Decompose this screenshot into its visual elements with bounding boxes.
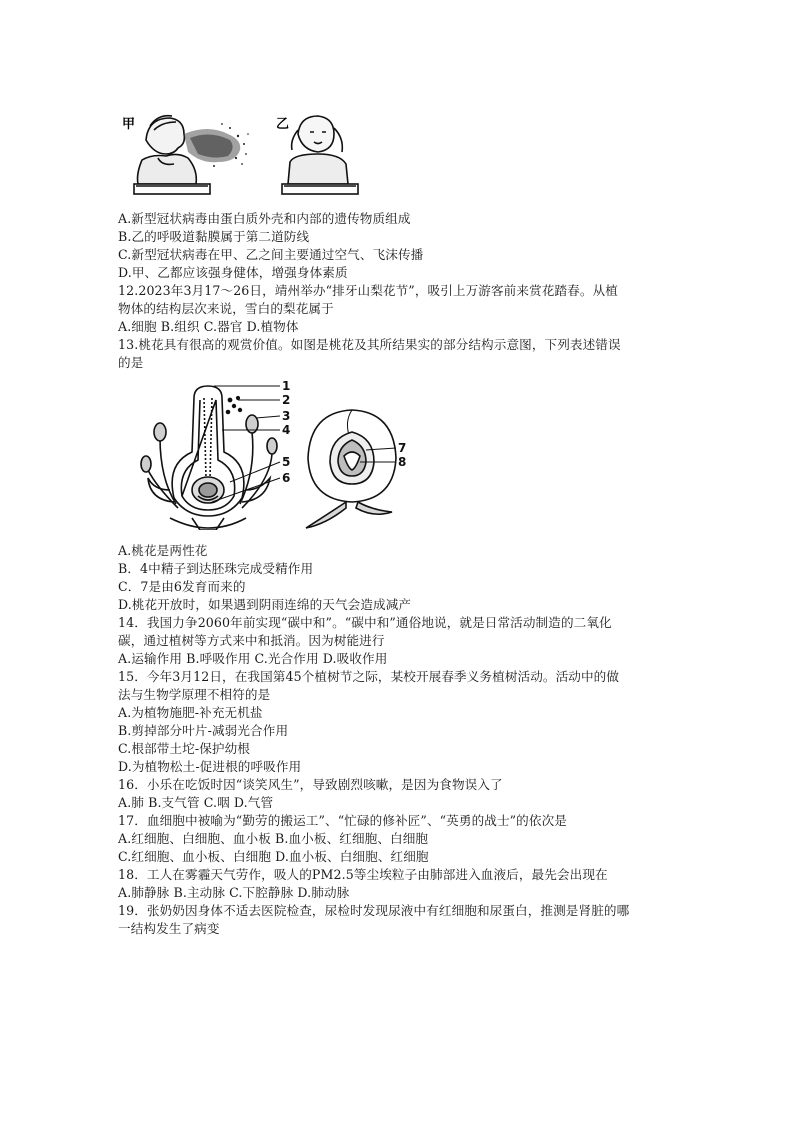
- fruit-number-labels: [398, 441, 406, 469]
- label-6: 6: [282, 471, 291, 485]
- question-14-line1: 14．我国力争2060年前实现“碳中和”。“碳中和”通俗地说，就是日常活动制造的二氧化: [118, 615, 612, 630]
- option-15d: D.为植物松土-促进根的呼吸作用: [118, 759, 302, 774]
- peach-flower-diagram: [130, 378, 420, 530]
- question-17: 17．血细胞中被喻为“勤劳的搬运工”、“忙碌的修补匠”、“英勇的战士”的依次是: [118, 813, 567, 828]
- question-14-line2: 碳，通过植树等方式来中和抵消。因为树能进行: [118, 633, 385, 648]
- label-8: 8: [398, 455, 407, 469]
- question-19-line1: 19．张奶奶因身体不适去医院检查，尿检时发现尿液中有红细胞和尿蛋白，推测是肾脏的哪: [118, 903, 630, 918]
- question-16-options: A.肺 B.支气管 C.咽 D.气管: [118, 795, 274, 810]
- option-13a: A.桃花是两性花: [118, 543, 208, 558]
- peach-fruit-structure: [306, 410, 396, 528]
- label-5: 5: [282, 455, 291, 469]
- question-19-line2: 一结构发生了病变: [118, 921, 220, 936]
- label-2: 2: [282, 393, 291, 407]
- label-7: 7: [398, 441, 407, 455]
- question-17-options-cd: C.红细胞、血小板、白细胞 D.血小板、白细胞、红细胞: [118, 849, 429, 864]
- question-13-line1: 13.桃花具有很高的观赏价值。如图是桃花及其所结果实的部分结构示意图，下列表述错误: [118, 337, 621, 352]
- option-13d: D.桃花开放时，如果遇到阴雨连绵的天气会造成减产: [118, 597, 412, 612]
- flower-number-labels: [282, 379, 290, 485]
- questions-bottom: [118, 542, 678, 938]
- sneeze-illustration: [118, 104, 374, 198]
- question-17-options-ab: A.红细胞、白细胞、血小板 B.血小板、红细胞、白细胞: [118, 831, 429, 846]
- label-1: 1: [282, 379, 291, 393]
- label-3: 3: [282, 409, 291, 423]
- questions-top: [118, 210, 678, 372]
- option-13c: C．7是由6发育而来的: [118, 579, 246, 594]
- option-15b: B.剪掉部分叶片-减弱光合作用: [118, 723, 289, 738]
- question-12-line2: 物体的结构层次来说，雪白的梨花属于: [118, 301, 334, 316]
- question-12-options: A.细胞 B.组织 C.器官 D.植物体: [118, 319, 299, 334]
- question-14-options: A.运输作用 B.呼吸作用 C.光合作用 D.吸收作用: [118, 651, 388, 666]
- flower-structure: [141, 386, 280, 530]
- option-11d: D.甲、乙都应该强身健体，增强身体素质: [118, 265, 348, 280]
- option-11a: A.新型冠状病毒由蛋白质外壳和内部的遗传物质组成: [118, 211, 411, 226]
- option-11b: B.乙的呼吸道黏膜属于第二道防线: [118, 229, 310, 244]
- figure-label-yi: 乙: [276, 117, 290, 132]
- option-15c: C.根部带土坨-保护幼根: [118, 741, 250, 756]
- question-18-options: A.肺静脉 B.主动脉 C.下腔静脉 D.肺动脉: [118, 885, 350, 900]
- option-15a: A.为植物施肥-补充无机盐: [118, 705, 263, 720]
- figure-label-jia: 甲: [122, 117, 136, 132]
- question-15-line2: 法与生物学原理不相符的是: [118, 687, 271, 702]
- question-16: 16．小乐在吃饭时因“谈笑风生”，导致剧烈咳嗽，是因为食物误入了: [118, 777, 503, 792]
- person-yi: [282, 116, 358, 194]
- option-13b: B．4中精子到达胚珠完成受精作用: [118, 561, 314, 576]
- label-4: 4: [282, 423, 291, 437]
- option-11c: C.新型冠状病毒在甲、乙之间主要通过空气、飞沫传播: [118, 247, 424, 262]
- question-12-line1: 12.2023年3月17～26日，靖州举办“排牙山梨花节”，吸引上万游客前来赏花踏春。从植: [118, 283, 618, 298]
- question-13-line2: 的是: [118, 355, 144, 370]
- question-15-line1: 15．今年3月12日，在我国第45个植树节之际，某校开展春季义务植树活动。活动中的做: [118, 669, 620, 684]
- question-18: 18．工人在雾霾天气劳作，吸人的PM2.5等尘埃粒子由肺部进入血液后，最先会出现在: [118, 867, 608, 882]
- droplet-spray: [184, 123, 249, 167]
